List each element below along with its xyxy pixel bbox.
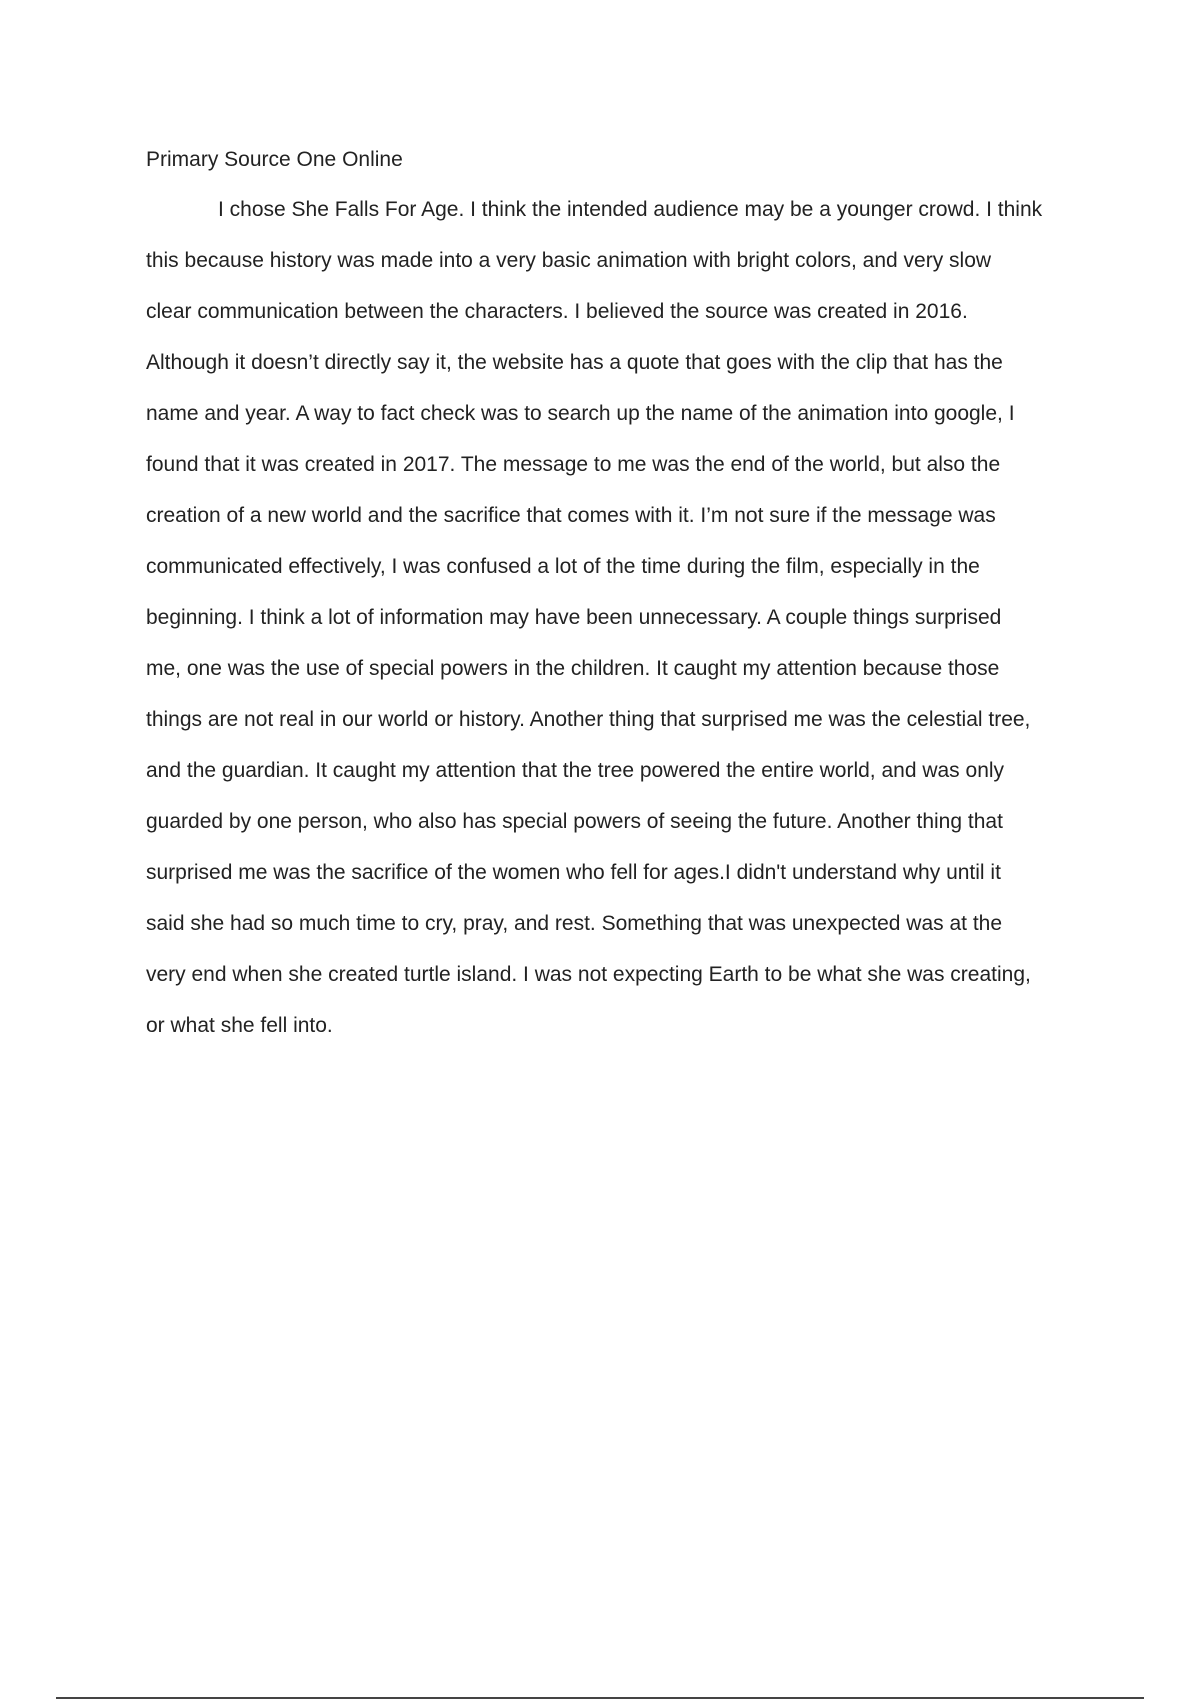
paragraph-line: very end when she created turtle island. I was not expecting Earth to be what she was creating,: [146, 963, 1031, 986]
paragraph-line: or what she fell into.: [146, 1014, 333, 1037]
paragraph-line: found that it was created in 2017. The message to me was the end of the world, but also the: [146, 453, 1001, 476]
paragraph-line: communicated effectively, I was confused a lot of the time during the film, especially in the: [146, 555, 980, 578]
paragraph-line: clear communication between the characters. I believed the source was created in 2016.: [146, 300, 968, 323]
paragraph-line: guarded by one person, who also has special powers of seeing the future. Another thing that: [146, 810, 1003, 833]
paragraph-line: said she had so much time to cry, pray, and rest. Something that was unexpected was at the: [146, 912, 1003, 935]
paragraph-line: Although it doesn’t directly say it, the website has a quote that goes with the clip that has the: [146, 351, 1003, 374]
paragraph-line: I chose She Falls For Age. I think the intended audience may be a younger crowd. I think: [218, 198, 1043, 221]
paragraph-line: surprised me was the sacrifice of the women who fell for ages.I didn't understand why until it: [146, 861, 1001, 884]
paragraph-line: beginning. I think a lot of information may have been unnecessary. A couple things surprised: [146, 606, 1002, 629]
paragraph-line: me, one was the use of special powers in the children. It caught my attention because those: [146, 657, 1000, 680]
paragraph-line: name and year. A way to fact check was to search up the name of the animation into google, I: [146, 402, 1015, 425]
page-title: Primary Source One Online: [146, 148, 403, 171]
paragraph-line: this because history was made into a very basic animation with bright colors, and very slow: [146, 249, 992, 272]
bottom-rule: [56, 1697, 1144, 1699]
paragraph-line: things are not real in our world or history. Another thing that surprised me was the celestial tree,: [146, 708, 1031, 731]
paragraph-line: and the guardian. It caught my attention that the tree powered the entire world, and was only: [146, 759, 1005, 782]
paragraph-line: creation of a new world and the sacrifice that comes with it. I’m not sure if the message was: [146, 504, 996, 527]
